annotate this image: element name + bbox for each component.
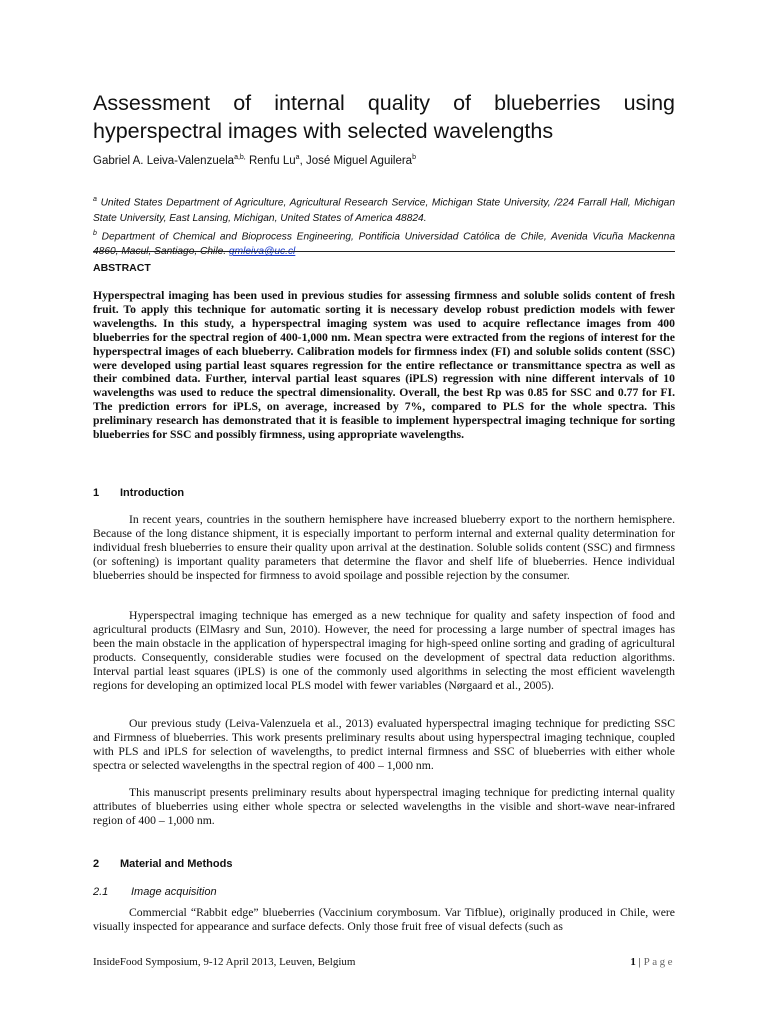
author-list: Gabriel A. Leiva-Valenzuela$^{a,b,}$ Renfu Lu$^a$, José Miguel Aguilera$^b$ bbox=[93, 154, 416, 167]
paragraph: This manuscript presents preliminary results about hyperspectral imaging technique for predicting internal quality attributes of blueberries using either whole spectra or selected wavelengths in the visible and short-wave near-infrared region of 400 – 1,000 nm. bbox=[93, 786, 675, 827]
abstract-text: Hyperspectral imaging has been used in previous studies for assessing firmness and soluble solids content of fresh fruit. To apply this technique for automatic sorting it is necessary develop robust prediction models with fewer wavelengths. In this study, a hyperspectral imaging system was used to acquire reflectance images from 400 blueberries for the spectral region of 400-1,000 nm. Mean spectra were extracted from the regions of interest for the hyperspectral images of each blueberry. Calibration models for firmness index (FI) and soluble solids content (SSC) were developed using partial least squares regression for the entire reflectance or transmittance spectra as well as their combined data. Further, interval partial least squares (iPLS) regression with nine different intervals of 10 wavelengths was used to reduce the spectral dimensionality. Overall, the best Rp was 0.85 for SSC and 0.77 for FI. The prediction errors for iPLS, on average, increased by 7%, compared to PLS for the whole spectra. This preliminary research has demonstrated that it is feasible to implement hyperspectral imaging technique for sorting blueberries for SSC and possibly firmness, using appropriate wavelengths. bbox=[93, 289, 675, 442]
paper-title: Assessment of internal quality of blueberries using hyperspectral images with selected wavelengths bbox=[93, 91, 675, 143]
header-divider bbox=[93, 251, 675, 252]
author-name: Renfu Lu bbox=[248, 154, 296, 167]
paragraph: Hyperspectral imaging technique has emerged as a new technique for quality and safety inspection of food and agricultural products (ElMasry and Sun, 2010). However, the need for processing a large number of spectral images has been the main obstacle in the application of hyperspectral imaging for high-speed online sorting and grading of agricultural products. Consequently, considerable studies were focused on the development of spectral data reduction algorithms. Interval partial least squares (iPLS) is one of the commonly used algorithms in selecting the most efficient wavelength regions for developing an optimized local PLS model with fewer variables (Nørgaard et al., 2005). bbox=[93, 609, 675, 692]
author-affil-mark: b bbox=[412, 154, 416, 161]
email-link[interactable]: gmleiva@uc.cl bbox=[228, 246, 296, 258]
affiliations bbox=[93, 192, 675, 260]
author-affil-mark: a,b, bbox=[234, 154, 246, 161]
abstract-heading: ABSTRACT bbox=[93, 262, 151, 274]
author-affil-mark: a bbox=[295, 154, 300, 161]
subsection-heading-image-acquisition: 2.1 Image acquisition bbox=[93, 886, 217, 898]
affiliation-a: $^a$ United States Department of Agriculture, Agricultural Research Service, Michigan State University, /224 Farrall Hall, Michigan State University, East Lansing, Michigan, United States of America 48824. bbox=[93, 196, 675, 224]
paragraph: Commercial “Rabbit edge” blueberries (Vaccinium corymbosum. Var Tifblue), originally produced in Chile, were visually inspected for appearance and surface defects. Only those fruit free of visual defects (such as bbox=[93, 906, 675, 933]
paragraph: Our previous study (Leiva-Valenzuela et al., 2013) evaluated hyperspectral imaging technique for predicting SSC and Firmness of blueberries. This work presents preliminary results about using hyperspectral imaging technique, coupled with PLS and iPLS for selection of wavelengths, to predict internal firmness and SSC of blueberries with either whole spectra or selected wavelengths in the spectral region of 400 – 1,000 nm. bbox=[93, 717, 675, 772]
paragraph: In recent years, countries in the southern hemisphere have increased blueberry export to the northern hemisphere. Because of the long distance shipment, it is especially important to perform internal and external quality determination for individual fresh blueberries to ensure their quality upon arrival at the destination. Soluble solids content (SSC) and firmness (or softening) is important quality parameters that determine the flavor and shelf life of blueberries. Hence individual blueberries should be inspected for firmness to avoid spoilage and possible rejection by the consumer. bbox=[93, 513, 675, 582]
affiliation-b: $^b$ Department of Chemical and Bioprocess Engineering, Pontificia Universidad Católica de Chile, Avenida Vicuña Mackenna 4860, Macul, Santiago, Chile. gmleiva@uc.cl bbox=[93, 229, 675, 258]
section-heading-methods: 2 Material and Methods bbox=[93, 858, 233, 870]
author-name: José Miguel Aguilera bbox=[305, 154, 413, 167]
footer-page-number: 1 | Page bbox=[630, 956, 675, 968]
footer-conference: InsideFood Symposium, 9-12 April 2013, Leuven, Belgium bbox=[93, 956, 356, 968]
author-name: Gabriel A. Leiva-Valenzuela bbox=[93, 154, 235, 167]
section-heading-introduction: 1 Introduction bbox=[93, 487, 185, 499]
